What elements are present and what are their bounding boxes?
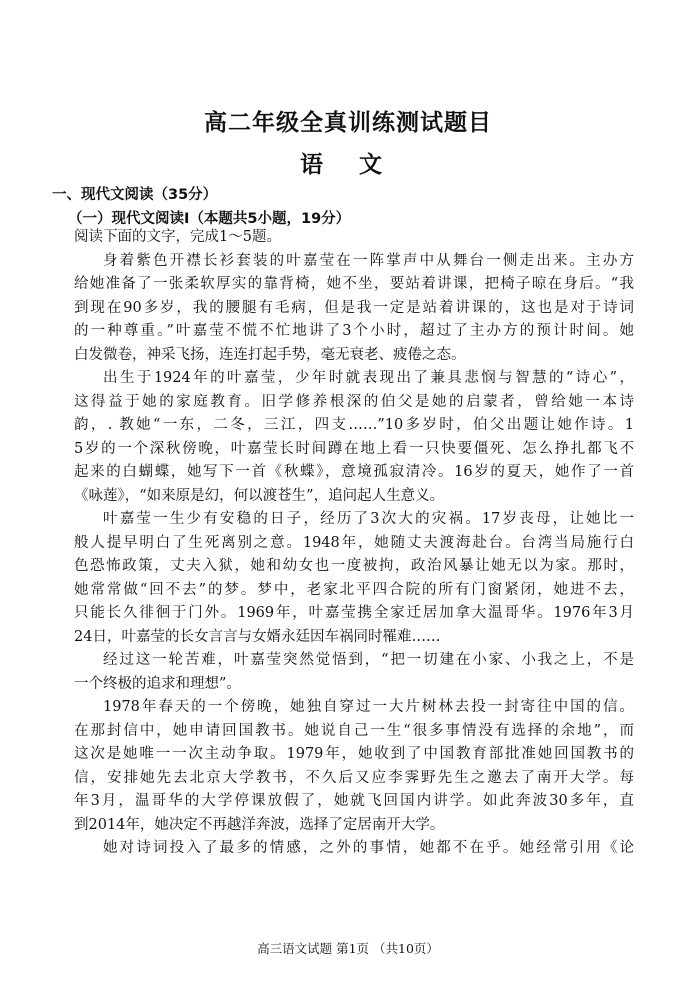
passage-line: 《咏莲》，“如来原是幻，何以渡苍生”，追问起人生意义。 xyxy=(74,487,445,504)
passage-line: 信，安排她先去北京大学教书，不久后又应李霁野先生之邀去了南开大学。每 xyxy=(74,769,634,786)
passage-line: 到2014年，她决定不再越洋奔波，选择了定居南开大学。 xyxy=(74,816,445,833)
passage-line: 白发微卷，神采飞扬，连连打起手势，毫无衰老、疲倦之态。 xyxy=(74,346,466,363)
passage-line: 24日，叶嘉莹的长女言言与女婿永廷因车祸同时罹难…… xyxy=(74,628,441,645)
passage-line: 只能长久徘徊于门外。1969年，叶嘉莹携全家迁居加拿大温哥华。1976年3月 xyxy=(74,605,634,621)
passage-line: 到现在90多岁，我的腰腿有毛病，但是我一定是站着讲课的，这也是对于诗词 xyxy=(74,299,634,316)
passage-line: 在那封信中，她申请回国教书。她说自己一生“很多事情没有选择的余地”，而 xyxy=(74,722,634,739)
passage-line: 给她准备了一张柔软厚实的靠背椅，她不坐，要站着讲课，把椅子晾在身后。“我 xyxy=(74,276,634,292)
subsection-heading: （一）现代文阅读Ⅰ（本题共5小题，19分） xyxy=(68,211,351,227)
passage-line: 色恐怖政策，丈夫入狱，她和幼女也一度被拘，政治风暴让她无以为家。那时， xyxy=(74,558,634,574)
passage-line: 经过这一轮苦难，叶嘉莹突然觉悟到，“把一切建在小家、小我之上，不是 xyxy=(103,652,634,668)
reading-passage xyxy=(74,226,634,861)
passage-line: 出生于1924年的叶嘉莹，少年时就表现出了兼具悲悯与智慧的“诗心”， xyxy=(103,370,634,386)
passage-line: 起来的白蝴蝶，她写下一首《秋蝶》，意境孤寂清冷。16岁的夏天，她作了一首 xyxy=(74,464,634,480)
passage-line: 她常常做“回不去”的梦。梦中，老家北平四合院的所有门窗紧闭，她进不去， xyxy=(74,581,634,598)
passage-line: 她对诗词投入了最多的情感，之外的事情，她都不在乎。她经常引用《论 xyxy=(103,840,634,856)
passage-line-instruction: 阅读下面的文字，完成1～5题。 xyxy=(74,229,281,245)
subject-title: 语 文 xyxy=(299,152,396,178)
section-heading: 一、现代文阅读（35分） xyxy=(52,187,218,203)
passage-line: 年3月，温哥华的大学停课放假了，她就飞回国内讲学。如此奔波30多年，直 xyxy=(74,793,634,809)
exam-title: 高二年级全真训练测试题目 xyxy=(204,110,492,136)
passage-line: 叶嘉莹一生少有安稳的日子，经历了3次大的灾祸。17岁丧母，让她比一 xyxy=(103,511,634,527)
passage-line: 韵，. 教她“一东，二冬，三江，四支……”10多岁时，伯父出题让她作诗。1 xyxy=(74,417,634,433)
page-footer: 高三语文试题 第1页 （共10页） xyxy=(257,941,439,956)
passage-line: 的一种尊重。”叶嘉莹不慌不忙地讲了3个小时，超过了主办方的预计时间。她 xyxy=(74,323,634,339)
passage-line: 5岁的一个深秋傍晚，叶嘉莹长时间蹲在地上看一只快要僵死、怎么挣扎都飞不 xyxy=(74,440,634,457)
passage-line: 这次是她唯一一次主动争取。1979年，她收到了中国教育部批准她回国教书的 xyxy=(74,746,634,762)
passage-line: 一个终极的追求和理想”。 xyxy=(74,675,241,692)
passage-line: 这得益于她的家庭教育。旧学修养根深的伯父是她的启蒙者，曾给她一本诗 xyxy=(74,393,634,410)
passage-line: 般人提早明白了生死离别之意。1948年，她随丈夫渡海赴台。台湾当局施行白 xyxy=(74,534,634,551)
passage-line: 1978年春天的一个傍晚，她独自穿过一大片树林去投一封寄往中国的信。 xyxy=(103,699,634,715)
passage-line: 身着紫色开襟长衫套装的叶嘉莹在一阵掌声中从舞台一侧走出来。主办方 xyxy=(103,252,634,269)
